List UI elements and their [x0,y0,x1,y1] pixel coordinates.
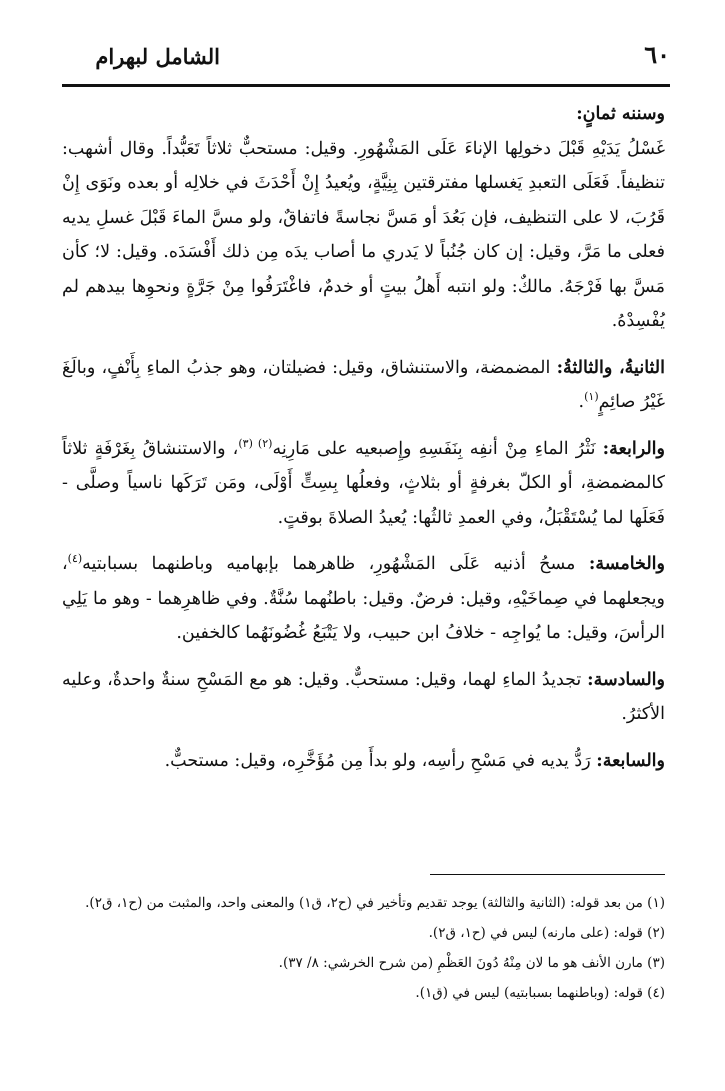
footnote-3: (٣) مارن الأنف هو ما لان مِنْهُ دُونَ العَظْمِ (من شرح الخرشي: ٨/ ٣٧). [278,955,665,971]
footnote-2: (٢) قوله: (على مارنه) ليس في (ح١، ق٢). [428,925,665,941]
paragraph-lead: والسادسة: [587,669,665,690]
paragraph-text: غَسْلُ يَدَيْهِ قَبْلَ دخولِها الإناءَ عَلَى المَشْهُورِ. وقيل: مستحبٌّ ثلاثاً تَعَبُّداً. وقال أشهب: تنظيفاً. فَعَلَى التعبدِ يَغسلها مفترقتين بِنِيَّةٍ، ويُعيدُ إِنْ أَحْدَثَ في خلالِه أو بعده ونَوَى إِنْ قَرُبَ، لا على التنظيف، فإن بَعُدَ أو مَسَّ نجاسةً فاتفاقٌ، ولو مسَّ الماءَ قَبْلَ غسلِ يديه فعلى ما مَرَّ، وقيل: إن كان جُنُباً لا يَدري ما أصاب يدَه مِن ذلك أَفْسَدَه. وقيل: لا؛ كأن مَسَّ بها فَرْجَهُ. مالكٌ: ولو انتبه أَهلُ بيتٍ أو خدمٌ، فاغْتَرَفُوا مِنْ جَرَّةٍ ونحوِها بيدهم لم يُفْسِدْهُ. [62,138,665,331]
footnote-4: (٤) قوله: (وباطنهما بسبابتيه) ليس في (ق١). [415,985,665,1001]
paragraph-lead: والخامسة: [588,554,665,574]
paragraph-text: رَدُّ يديه في مَسْحِ رأسِه، ولو بدأَ مِن مُؤَخَّرِه، وقيل: مستحبٌّ. [164,750,597,771]
running-title: الشامل لبهرام [95,44,220,69]
section-heading: وسننه ثمانٍ: [576,104,665,124]
paragraph-fourth-sunnah [62,432,665,536]
paragraph-first-sunnah [62,132,665,339]
paragraph-text: المضمضة، والاستنشاق، وقيل: فضيلتان، وهو جذبُ الماءِ بِأَنْفٍ، وبالَغَ غَيْرُ صائِمٍ [62,357,665,412]
paragraph-text-continued: ، والاستنشاقُ بِغَرْفَةٍ ثلاثاً كالمضمضةِ، أو الكلّ بغرفةٍ أو بثلاثٍ، وفعلُها بِسِتٍّ أَوْلَى، ومَن تَرَكَها ناسياً وصلَّى - فَعَلَها لما يُسْتَقْبَلُ، وفي العمدِ ثالثُها: يُعيدُ الصلاةَ بوقتٍ. [62,438,665,528]
footnote-rule [430,874,665,875]
paragraph-text-continued: ، ويجعلهما في صِماخَيْهِ، وقيل: فرضٌ. وقيل: باطنُهما سُنَّةٌ. وفي ظاهرِهما - وهو ما يَلِي الرأسَ، وقيل: ما يُواجِه - خلافُ ابن حبيب، ولا يَتْبَعُ غُضُونَهُما كالخفين. [62,554,665,643]
paragraph-lead: والسابعة: [596,750,665,771]
paragraph-text: تجديدُ الماءِ لهما، وقيل: مستحبٌّ. وقيل: هو مع المَسْحِ سنةٌ واحدةٌ، وعليه الأكثرُ. [62,669,665,724]
page-header [62,30,670,82]
paragraph-fifth-sunnah [62,547,665,651]
footnote-ref: (١) [584,390,599,404]
footnote-ref: (٢) (٣) [238,436,273,450]
page-number: ٦٠ [644,40,670,69]
paragraph-sixth-sunnah [62,663,665,732]
paragraph-lead: والرابعة: [602,438,665,459]
paragraph-seventh-sunnah [62,744,665,779]
header-rule [62,84,670,87]
footnotes [62,890,665,1010]
paragraph-second-third-sunnah [62,351,665,420]
footnote-ref: (٤) [67,552,83,566]
paragraph-text: مسحُ أذنيه عَلَى المَشْهُورِ، ظاهرهما بإبهاميه وباطنهما بسبابتيه [82,554,589,574]
paragraph-lead: الثانيةُ، والثالثةُ: [556,357,666,378]
paragraph-text: نَثْرُ الماءِ مِنْ أنفِه بِنَفَسِهِ وإِصبعيه على مَارِنِه [272,438,603,459]
period: . [578,392,585,412]
main-text [62,95,665,778]
footnote-1: (١) من بعد قوله: (الثانية والثالثة) يوجد تقديم وتأخير في (ح٢، ق١) والمعنى واحد، والمثبت من (ح١، ق٢). [85,895,665,911]
